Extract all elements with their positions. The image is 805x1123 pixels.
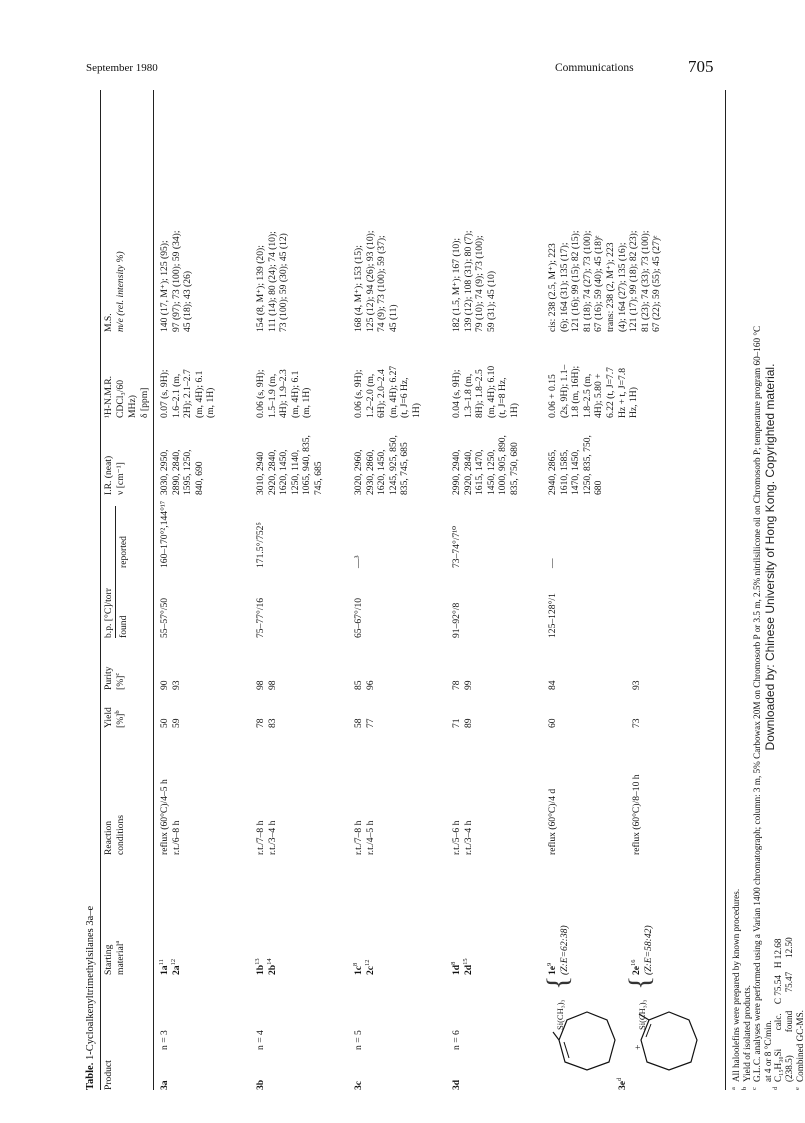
ir-line: 1620, 1450, (376, 449, 388, 495)
ir-line: 1610, 1585, (558, 449, 570, 495)
nmr-line: Hz + t, J=7.8 (616, 368, 628, 418)
ir-line: 680 (593, 480, 605, 495)
yield-value: 77 (364, 718, 376, 728)
footnote: at 4 or 8 °C/min. (762, 1020, 773, 1082)
col-nmr-3: MHz) (127, 395, 138, 418)
col-ir-2: ν [cm⁻¹] (115, 462, 126, 495)
ir-line: 3010, 2940 (255, 451, 266, 495)
ms-line: 121 (17); 99 (18); 82 (23); (628, 230, 640, 332)
table-bottom-rule (725, 90, 726, 1090)
nmr-line: (2s, 9H); 1.1– (558, 364, 570, 418)
bp-reported: 73–74°/7¹⁰ (451, 525, 462, 568)
reaction-conditions: r.t./6–8 h (170, 820, 182, 855)
col-starting: Starting (103, 944, 114, 975)
starting-material: $2a^{12}$ (169, 958, 182, 975)
brace: { (623, 975, 656, 990)
nmr-line: (m, 4H); 6.10 (485, 365, 497, 418)
ms-line: 73 (100); 59 (30); 45 (12) (278, 233, 290, 332)
yield-value: 71 (451, 718, 462, 728)
purity-value: 85 (353, 680, 364, 690)
bp-found: 125–128°/1 (547, 593, 558, 638)
nmr-line: 0.06 (s, 9H); (255, 369, 266, 418)
reaction-conditions: r.t./4–5 h (364, 820, 376, 855)
isomer-ratio: (Z:E=58:42) (642, 925, 654, 975)
reaction-conditions: r.t./3–4 h (462, 820, 474, 855)
reaction-conditions: r.t./5–6 h (451, 820, 462, 855)
yield-value: 59 (170, 718, 182, 728)
brace: { (541, 975, 574, 990)
ring-si-label-1: Si(CH₃)₃ (555, 999, 565, 1030)
col-reaction: Reaction (103, 820, 114, 855)
bp-reported: — (547, 558, 558, 568)
ir-line: 3030, 2950, (159, 449, 170, 495)
ms-line: 45 (18); 43 (26) (182, 270, 194, 332)
nmr-line: 0.07 (s, 9H); (159, 369, 170, 418)
nmr-line: 1.6–2.1 (m, (170, 373, 182, 418)
ms-line: trans: 238 (2, M⁺); 223 (605, 242, 616, 332)
purity-value: 90 (159, 680, 170, 690)
ir-line: 1595, 1250, (182, 449, 194, 495)
ms-line: 121 (16); 99 (15); 82 (15); (570, 230, 582, 332)
product-id: 3c (353, 1080, 364, 1090)
bp-reported: —³ (353, 555, 364, 568)
ring-si-label-2: Si(CH₃)₃ (637, 999, 647, 1030)
ring-size: n = 5 (353, 1030, 364, 1050)
footnote: $^b$Yield of isolated products. (740, 985, 752, 1090)
ir-line: 2990, 2940, (451, 449, 462, 495)
bp-found: 91–92°/8 (451, 602, 462, 638)
nmr-line: 4H); 5.80 + (593, 373, 605, 418)
ir-line: 745, 685 (313, 461, 324, 495)
bp-rule (115, 506, 116, 638)
ms-line: 79 (10); 74 (9); 73 (100); (474, 235, 486, 332)
ms-line: 59 (31); 45 (10) (485, 270, 497, 332)
ir-line: 1245, 925, 850, (387, 435, 399, 495)
ms-line: 139 (12); 108 (31); 80 (7); (462, 230, 474, 332)
nmr-line: (m, 4H); 6.1 (289, 370, 301, 418)
starting-material: $2b^{14}$ (265, 958, 278, 975)
ir-line: 2890, 2840, (170, 449, 182, 495)
reaction-conditions: reflux (60°C)/4–5 h (159, 779, 170, 855)
nmr-line: (m, 1H) (205, 387, 217, 418)
purity-value: 93 (631, 680, 642, 690)
col-ir: I.R. (neat) (103, 455, 114, 495)
isomer-ratio: (Z:E=62:38) (558, 925, 570, 975)
footnote: $^d$C₁₅H₃₀Si calc. C 75.54 H 12.68 (772, 938, 784, 1090)
nmr-line: 6.22 (t, J=7.7 (605, 367, 616, 418)
ms-line: 81 (18); 74 (27); 73 (100); (581, 230, 593, 332)
col-purity: Purity (103, 666, 114, 690)
ir-line: 1250, 835, 750, (581, 435, 593, 495)
ir-line: 1620, 1450, (278, 449, 290, 495)
ir-line: 1450, 1250, (485, 449, 497, 495)
product-id: 3a (159, 1080, 170, 1090)
download-watermark: Downloaded by: Chinese University of Hong Kong. Copyrighted material. (763, 363, 777, 751)
nmr-line: 1.8–2.5 (m, (581, 373, 593, 418)
reaction-conditions: r.t./7–8 h (255, 820, 266, 855)
ir-line: 2930, 2860, (364, 449, 376, 495)
nmr-line: 0.04 (s, 9H); (451, 369, 462, 418)
ms-line: 97 (97); 73 (100); 59 (34); (170, 230, 182, 332)
ms-line: (4); 164 (27); 135 (16); (616, 242, 628, 332)
nmr-line: 0.06 + 0.15 (547, 374, 558, 418)
nmr-line: (m, 1H) (301, 387, 313, 418)
purity-value: 99 (462, 680, 474, 690)
ms-line: 125 (12); 94 (26); 93 (10); (364, 230, 376, 332)
ms-line: 81 (23); 74 (33); 73 (100); (639, 230, 651, 332)
nmr-line: 1H) (411, 403, 422, 418)
bp-found: 65–67°/10 (353, 597, 364, 638)
purity-value: 84 (547, 680, 558, 690)
nmr-line: 0.06 (s, 9H); (353, 369, 364, 418)
table-title: Table. 1-Cycloalkenyltrimethylsilanes 3a–e (85, 905, 96, 1090)
ir-line: 2920, 2840, (266, 449, 278, 495)
page-number: 705 (688, 57, 714, 76)
col-starting-2: material$^a$ (113, 940, 126, 975)
col-bp-found: found (118, 615, 129, 638)
ring-size: n = 6 (451, 1030, 462, 1050)
ir-line: 840, 690 (193, 461, 205, 495)
footnote: $^c$G.L.C. analyses were performed using a Varian 1400 chromatograph; column: 3 m, 5% Carbowax 20M on Chromosorb P or 3.5 m, 2.5% nitrilsilicone oil on Chromosorb P; temperature program 60–160 °C (751, 325, 763, 1090)
nmr-line: 1.2–2.0 (m, (364, 373, 376, 418)
bp-found: 75–77°/16 (255, 597, 266, 638)
col-purity-2: [%]$^c$ (113, 672, 126, 690)
nmr-line: (t, J=6 Hz, (399, 377, 411, 418)
col-reaction-2: conditions (115, 815, 126, 855)
reaction-conditions: r.t./3–4 h (266, 820, 278, 855)
nmr-line: 1.5–1.9 (m, (266, 373, 278, 418)
ring-size: n = 4 (255, 1030, 266, 1050)
ir-line: 1615, 1470, (474, 449, 486, 495)
running-header-section: Communications (555, 62, 634, 74)
starting-material: $2d^{15}$ (461, 958, 474, 975)
starting-material: $1c^8$ (351, 962, 364, 975)
product-id: $3e^d$ (615, 1077, 628, 1090)
ms-line: 154 (8, M⁺); 139 (20); (255, 245, 266, 332)
col-yield-2: [%]$^b$ (113, 710, 126, 728)
nmr-line: 1.8 (m, 16H); (570, 365, 582, 418)
ir-line: 2940, 2865, (547, 449, 558, 495)
ir-line: 1250, 1140, (289, 449, 301, 495)
col-bp-reported: reported (118, 536, 129, 568)
nmr-line: 4H); 1.9–2.3 (278, 369, 290, 418)
ms-line: 67 (16); 59 (40); 45 (18)ᵉ (593, 235, 605, 332)
running-header-date: September 1980 (86, 62, 158, 74)
nmr-line: (t, J=8 Hz, (497, 377, 509, 418)
col-nmr-2: CDCl₃/60 (115, 380, 126, 418)
yield-value: 60 (547, 718, 558, 728)
ir-line: 1000, 905, 890, (497, 435, 509, 495)
starting-material: $2e^{16}$ (629, 959, 642, 975)
ms-line: (6); 164 (31); 135 (17); (558, 242, 570, 332)
col-nmr: ¹H-N.M.R. (103, 375, 114, 418)
bp-found: 55–57°/50 (159, 597, 170, 638)
bp-reported: 171.5°/752⁵ (255, 522, 266, 568)
ring-plus: + (633, 1044, 644, 1050)
nmr-line: 2H); 2.1–2.7 (182, 369, 194, 418)
nmr-line: 1H) (509, 403, 520, 418)
ms-line: 74 (9); 73 (100); 59 (37); (376, 235, 388, 332)
ms-line: 45 (11) (387, 304, 399, 332)
purity-value: 78 (451, 680, 462, 690)
table-top-rule (100, 90, 101, 1090)
ir-line: 1470, 1450, (570, 449, 582, 495)
col-product: Product (103, 1060, 114, 1090)
purity-value: 98 (266, 680, 278, 690)
starting-material: $2c^{12}$ (363, 959, 376, 975)
product-id: 3b (255, 1079, 266, 1090)
footnote: $^a$All haloolefins were prepared by known procedures. (729, 888, 741, 1090)
yield-value: 73 (631, 718, 642, 728)
yield-value: 83 (266, 718, 278, 728)
ms-line: 67 (22); 59 (55); 45 (27)ᵉ (651, 235, 663, 332)
yield-value: 58 (353, 718, 364, 728)
nmr-line: 1.3–1.8 (m, (462, 373, 474, 418)
ms-line: cis: 238 (2.5, M⁺); 223 (547, 243, 558, 332)
col-bp: b.p. [°C]/torr (103, 588, 114, 638)
col-nmr-4: δ [ppm] (139, 387, 150, 418)
nmr-line: (m, 4H); 6.27 (387, 365, 399, 418)
ir-line: 1065, 940, 835, (301, 435, 313, 495)
nmr-line: 6H); 2.0–2.4 (376, 369, 388, 418)
yield-value: 89 (462, 718, 474, 728)
product-id: 3d (451, 1079, 462, 1090)
reaction-conditions: r.t./7–8 h (353, 820, 364, 855)
ir-line: 835, 745, 685 (399, 442, 411, 495)
ir-line: 2920, 2840, (462, 449, 474, 495)
ms-line: 140 (17, M⁺); 125 (95); (159, 240, 170, 332)
starting-material: $1d^8$ (449, 961, 462, 975)
table-header-rule (153, 90, 154, 1090)
col-yield: Yield (103, 707, 114, 728)
reaction-conditions: reflux (60°C)/8–10 h (631, 774, 642, 855)
nmr-line: Hz, 1H) (628, 387, 640, 418)
ms-line: 111 (14); 80 (24); 74 (10); (266, 231, 278, 332)
yield-value: 50 (159, 718, 170, 728)
ring-size: n = 3 (159, 1030, 170, 1050)
starting-material: $1b^{13}$ (253, 958, 266, 975)
col-ms: M.S. (103, 313, 114, 332)
yield-value: 78 (255, 718, 266, 728)
nmr-line: (m, 4H); 6.1 (193, 370, 205, 418)
reaction-conditions: reflux (60°C)/4 d (547, 788, 558, 855)
purity-value: 98 (255, 680, 266, 690)
purity-value: 93 (170, 680, 182, 690)
footnote: $^e$Combined GC-MS. (793, 1010, 805, 1090)
ir-line: 3020, 2960, (353, 449, 364, 495)
starting-material: $1a^{11}$ (157, 959, 170, 975)
ms-line: 182 (1.5, M⁺); 167 (10); (451, 237, 462, 332)
nmr-line: 8H); 1.8–2.5 (474, 369, 486, 418)
purity-value: 96 (364, 680, 376, 690)
ir-line: 835, 750, 680 (509, 442, 520, 495)
ms-line: 168 (4, M⁺); 153 (15); (353, 245, 364, 332)
bp-reported: 160–170°²,144°¹⁷ (159, 500, 170, 568)
footnote: (238.5) found 75.47 12.50 (784, 937, 794, 1082)
col-ms-2: m/e (rel. intensity %) (115, 251, 126, 332)
starting-material: $1e^9$ (545, 962, 558, 975)
